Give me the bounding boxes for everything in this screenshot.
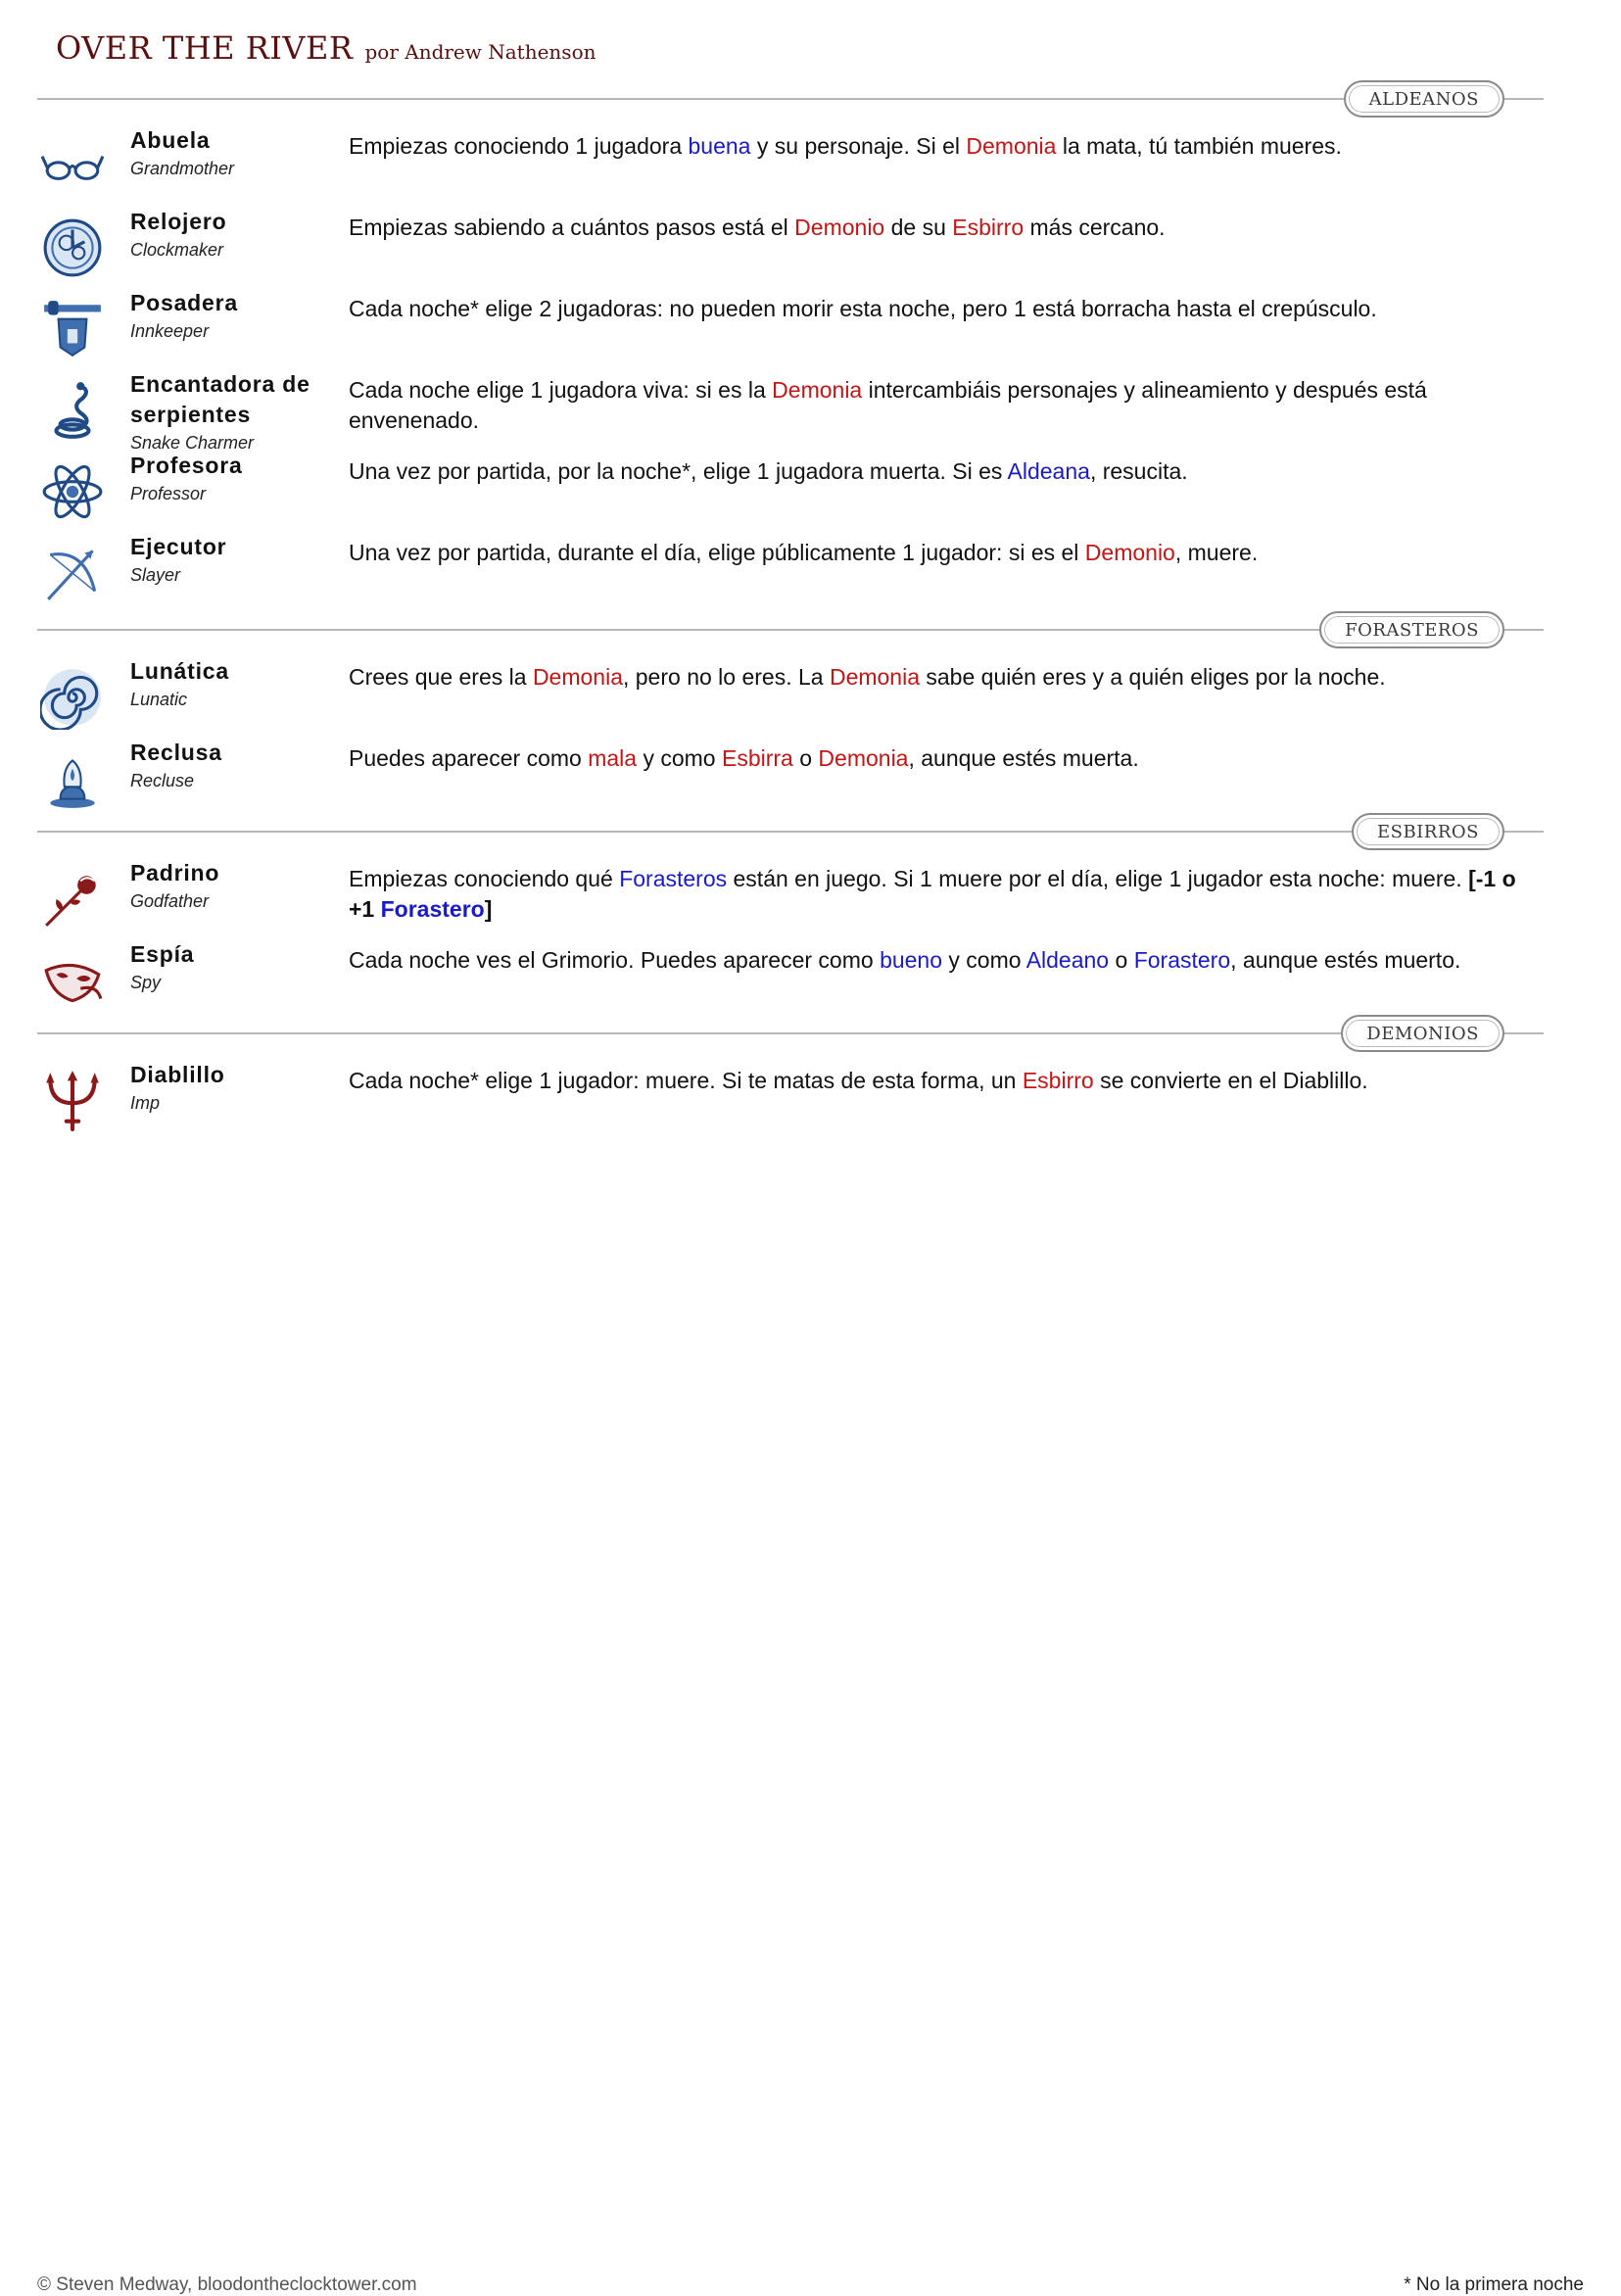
character-name bbox=[130, 451, 356, 506]
footer-note: * No la primera noche bbox=[1404, 2274, 1584, 2295]
character-row bbox=[37, 203, 1544, 284]
character-name bbox=[130, 125, 356, 181]
section-header bbox=[37, 609, 1544, 652]
character-name-en: Professor bbox=[130, 484, 207, 503]
section-divider bbox=[37, 1032, 1544, 1034]
inn-sign-icon bbox=[37, 294, 108, 364]
character-name-es: Posadera bbox=[130, 290, 238, 315]
ability-text: o bbox=[1109, 947, 1134, 973]
character-ability bbox=[349, 294, 1544, 324]
ability-keyword: Esbirra bbox=[721, 745, 793, 771]
section-badge: ALDEANOS bbox=[1344, 80, 1504, 118]
ability-keyword: Forasteros bbox=[619, 866, 728, 891]
character-ability bbox=[349, 743, 1544, 774]
character-row bbox=[37, 365, 1544, 453]
ability-text: , resucita. bbox=[1089, 458, 1188, 484]
rose-icon bbox=[37, 864, 108, 934]
ability-keyword: Esbirro bbox=[1022, 1068, 1094, 1093]
ability-keyword: Forastero bbox=[380, 896, 485, 922]
script-header bbox=[56, 29, 596, 67]
ability-text: Una vez por partida, durante el día, elige públicamente 1 jugador: si es el bbox=[349, 540, 1085, 565]
ability-text: , pero no lo eres. La bbox=[622, 664, 830, 690]
ability-text: Puedes aparecer como bbox=[349, 745, 589, 771]
ability-keyword: Esbirro bbox=[952, 215, 1025, 240]
character-list bbox=[37, 1056, 1544, 1137]
ability-text: Cada noche* elige 1 jugador: muere. Si te matas de esta forma, un bbox=[349, 1068, 1023, 1093]
character-name bbox=[130, 738, 356, 793]
character-name-en: Grandmother bbox=[130, 159, 235, 178]
ability-text: sabe quién eres y a quién eliges por la noche. bbox=[920, 664, 1386, 690]
character-name-en: Clockmaker bbox=[130, 240, 224, 260]
mask-icon bbox=[37, 945, 108, 1016]
ability-keyword: Demonia bbox=[829, 664, 920, 690]
ability-keyword: Demonia bbox=[966, 133, 1057, 159]
character-row bbox=[37, 121, 1544, 203]
snake-icon bbox=[37, 375, 108, 446]
ability-keyword: bueno bbox=[880, 947, 943, 973]
character-row bbox=[37, 528, 1544, 609]
character-row bbox=[37, 652, 1544, 734]
character-ability bbox=[349, 662, 1544, 693]
section-divider bbox=[37, 629, 1544, 631]
character-name-en: Spy bbox=[130, 973, 162, 992]
atom-icon bbox=[37, 456, 108, 527]
ability-text: Crees que eres la bbox=[349, 664, 533, 690]
ability-keyword: Forastero bbox=[1133, 947, 1231, 973]
footer-copyright: © Steven Medway, bloodontheclocktower.com bbox=[37, 2274, 417, 2295]
character-list bbox=[37, 652, 1544, 815]
section-minions bbox=[37, 811, 1544, 1017]
section-divider bbox=[37, 98, 1544, 100]
ability-keyword: buena bbox=[688, 133, 751, 159]
ability-text: Cada noche ves el Grimorio. Puedes aparecer como bbox=[349, 947, 881, 973]
section-badge: DEMONIOS bbox=[1341, 1015, 1504, 1052]
character-row bbox=[37, 734, 1544, 815]
character-ability bbox=[349, 1066, 1544, 1096]
character-name-en: Snake Charmer bbox=[130, 433, 255, 453]
ability-keyword: mala bbox=[588, 745, 638, 771]
spiral-icon bbox=[37, 662, 108, 733]
character-row bbox=[37, 854, 1544, 935]
character-ability bbox=[349, 538, 1544, 568]
character-name-es: Profesora bbox=[130, 453, 243, 478]
character-name-es: Diablillo bbox=[130, 1062, 225, 1087]
ability-keyword: Aldeano bbox=[1025, 947, 1110, 973]
section-badge: ESBIRROS bbox=[1352, 813, 1504, 850]
character-name bbox=[130, 1060, 356, 1116]
character-ability bbox=[349, 213, 1544, 243]
ability-text: y como bbox=[942, 947, 1026, 973]
character-name-es: Encantadora de serpientes bbox=[130, 371, 310, 427]
character-name-es: Lunática bbox=[130, 658, 229, 684]
section-badge: FORASTEROS bbox=[1319, 611, 1504, 648]
ability-text: la mata, tú también mueres. bbox=[1056, 133, 1342, 159]
ability-keyword: [-1 o +1 bbox=[349, 866, 1516, 922]
ability-text: o bbox=[792, 745, 819, 771]
character-row bbox=[37, 935, 1544, 1017]
section-header bbox=[37, 811, 1544, 854]
character-list bbox=[37, 121, 1544, 609]
ability-keyword: Demonia bbox=[772, 377, 863, 403]
section-townsfolk bbox=[37, 78, 1544, 609]
ability-keyword: Demonio bbox=[794, 215, 885, 240]
ability-text: se convierte en el Diablillo. bbox=[1093, 1068, 1368, 1093]
character-name bbox=[130, 288, 356, 344]
ability-text: Cada noche elige 1 jugadora viva: si es la bbox=[349, 377, 773, 403]
ability-text: de su bbox=[884, 215, 953, 240]
character-name-es: Espía bbox=[130, 941, 195, 967]
character-name-es: Padrino bbox=[130, 860, 220, 885]
character-name-es: Abuela bbox=[130, 127, 211, 153]
section-outsiders bbox=[37, 609, 1544, 815]
ability-text: y como bbox=[637, 745, 722, 771]
script-title: OVER THE RIVER bbox=[56, 29, 354, 67]
ability-text: , muere. bbox=[1174, 540, 1259, 565]
ability-keyword: Demonia bbox=[532, 664, 623, 690]
character-row bbox=[37, 447, 1544, 528]
ability-keyword: Demonio bbox=[1084, 540, 1175, 565]
character-name-es: Reclusa bbox=[130, 740, 222, 765]
ability-text: , aunque estés muerto. bbox=[1230, 947, 1461, 973]
character-name-es: Ejecutor bbox=[130, 534, 227, 559]
ability-keyword: Aldeana bbox=[1007, 458, 1090, 484]
ability-text: están en juego. Si 1 muere por el día, elige 1 jugador esta noche: muere. bbox=[727, 866, 1469, 891]
character-row bbox=[37, 284, 1544, 365]
character-name bbox=[130, 656, 356, 712]
character-name-en: Slayer bbox=[130, 565, 181, 585]
character-name-es: Relojero bbox=[130, 209, 227, 234]
ability-text: Empiezas conociendo qué bbox=[349, 866, 620, 891]
ability-keyword: ] bbox=[484, 896, 493, 922]
bow-icon bbox=[37, 538, 108, 608]
character-name bbox=[130, 939, 356, 995]
section-header bbox=[37, 78, 1544, 121]
section-divider bbox=[37, 831, 1544, 833]
character-ability bbox=[349, 456, 1544, 487]
character-name-en: Recluse bbox=[130, 771, 195, 790]
trident-icon bbox=[37, 1066, 108, 1136]
ability-text: Empiezas sabiendo a cuántos pasos está el bbox=[349, 215, 795, 240]
character-name-en: Lunatic bbox=[130, 690, 188, 709]
character-ability bbox=[349, 131, 1544, 162]
character-name-en: Innkeeper bbox=[130, 321, 210, 341]
section-demons bbox=[37, 1013, 1544, 1137]
character-ability bbox=[349, 864, 1544, 925]
character-name bbox=[130, 858, 356, 914]
character-ability bbox=[349, 375, 1544, 436]
character-ability bbox=[349, 945, 1544, 976]
script-author: por Andrew Nathenson bbox=[364, 40, 596, 64]
ability-text: y su personaje. Si el bbox=[750, 133, 967, 159]
clock-icon bbox=[37, 213, 108, 283]
ability-keyword: Demonia bbox=[818, 745, 909, 771]
oil-lamp-icon bbox=[37, 743, 108, 814]
character-name bbox=[130, 207, 356, 263]
character-list bbox=[37, 854, 1544, 1017]
ability-text: Una vez por partida, por la noche*, elige 1 jugadora muerta. Si es bbox=[349, 458, 1008, 484]
character-name-en: Godfather bbox=[130, 891, 210, 911]
section-header bbox=[37, 1013, 1544, 1056]
glasses-icon bbox=[37, 131, 108, 202]
ability-text: intercambiáis personajes y alineamiento y después está envenenado. bbox=[349, 377, 1427, 433]
ability-text: más cercano. bbox=[1024, 215, 1166, 240]
character-name-en: Imp bbox=[130, 1093, 161, 1113]
ability-text: Cada noche* elige 2 jugadoras: no pueden morir esta noche, pero 1 está borracha hasta el crepúsculo. bbox=[349, 296, 1377, 321]
ability-text: Empiezas conociendo 1 jugadora bbox=[349, 133, 689, 159]
character-name bbox=[130, 369, 356, 455]
ability-text: , aunque estés muerta. bbox=[908, 745, 1139, 771]
character-row bbox=[37, 1056, 1544, 1137]
character-name bbox=[130, 532, 356, 588]
